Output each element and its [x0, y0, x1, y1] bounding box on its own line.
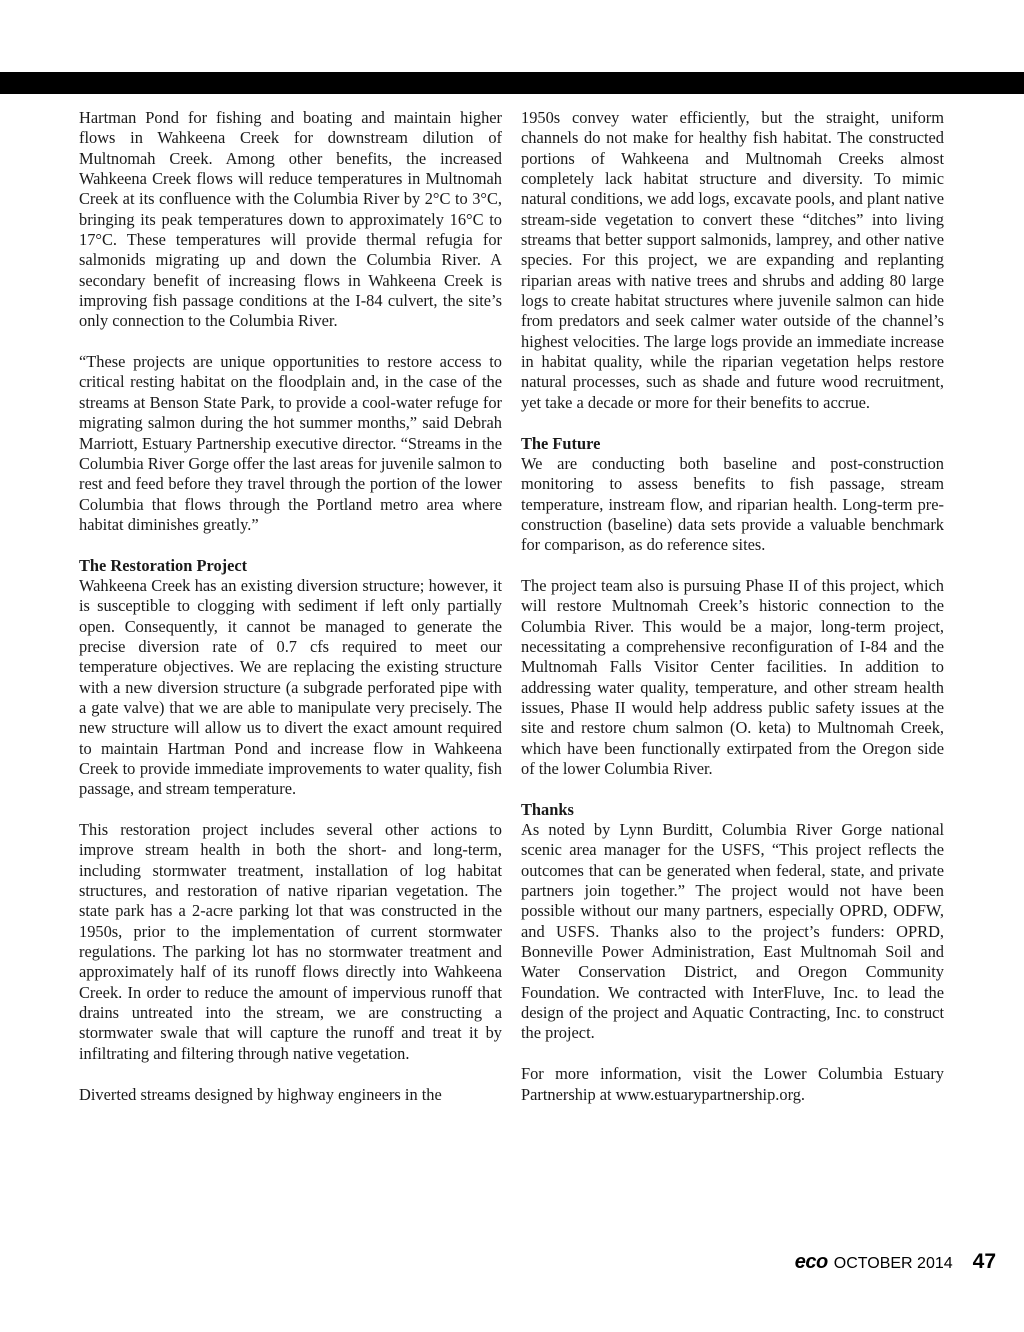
eco-logo: eco: [794, 1251, 828, 1273]
contact-paragraph: For more information, visit the Lower Columbia Estuary Partnership at www.estuarypartnership.org.: [521, 1064, 944, 1104]
body-paragraph: Wahkeena Creek has an existing diversion structure; however, it is susceptible to clogging with sediment if left only partially open. Consequently, it cannot be managed to generate the precise diversion rate of 0.7 cfs required to meet our temperature objectives. We are replacing the existing structure with a new diversion structure (a subgrade perforated pipe with a gate valve) that we are able to manipulate very precisely. The new structure will allow us to divert the exact amount required to maintain Hartman Pond and increase flow in Wahkeena Creek to provide immediate improvements to water quality, fish passage, and stream temperature.: [79, 575, 502, 799]
left-column: [79, 108, 502, 1125]
body-paragraph: As noted by Lynn Burditt, Columbia River Gorge national scenic area manager for the USFS, “This project reflects the outcomes that can be generated when federal, state, and private partners join together.” The project would not have been possible without our many partners, especially OPRD, ODFW, and USFS. Thanks also to the project’s funders: OPRD, Bonneville Power Administration, East Multnomah Soil and Water Conservation District, and Oregon Community Foundation. We contracted with InterFluve, Inc. to lead the design of the project and Aquatic Contracting, Inc. to construct the project.: [521, 820, 944, 1043]
issue-date: OCTOBER 2014: [833, 1255, 953, 1272]
body-paragraph: Diverted streams designed by highway engineers in the: [79, 1084, 442, 1104]
quote-paragraph: “These projects are unique opportunities to restore access to critical resting habitat on the floodplain and, in the case of the streams at Benson State Park, to provide a cool-water refuge for migrating salmon during the hot summer months,” said Debrah Marriott, Estuary Partnership executive director. “Streams in the Columbia River Gorge offer the last areas for juvenile salmon to rest and feed before they travel through the portion of the lower Columbia that flows through the Portland metro area where habitat diminishes greatly.”: [79, 352, 502, 534]
body-paragraph: The project team also is pursuing Phase II of this project, which will restore Multnomah Creek’s historic connection to the Columbia River. This would be a major, long-term project, necessitating a comprehensive reconfiguration of I-84 and the Multnomah Falls Visitor Center facilities. In addition to addressing water quality, temperature, and other stream health issues, Phase II would help address public safety issues at the site and restore chum salmon (O. keta) to Multnomah Creek, which have been functionally extirpated from the Oregon side of the lower Columbia River.: [521, 575, 944, 778]
page-footer: [795, 1250, 996, 1274]
page-number: 47: [972, 1250, 996, 1273]
body-paragraph: We are conducting both baseline and post-construction monitoring to assess benefits to fish passage, stream temperature, instream flow, and riparian health. Long-term pre-construction (baseline) data sets provide a valuable benchmark for comparison, as do reference sites.: [521, 453, 944, 555]
top-black-bar: [0, 72, 1024, 94]
section-heading-future: The Future: [521, 433, 601, 453]
right-column: [521, 108, 944, 1125]
section-heading-thanks: Thanks: [521, 799, 574, 819]
body-paragraph: 1950s convey water efficiently, but the straight, uniform channels do not make for healthy fish habitat. The constructed portions of Wahkeena and Multnomah Creeks almost completely lack habitat structure and diversity. To mimic natural conditions, we add logs, excavate pools, and plant native stream-side vegetation to convert these “ditches” into living streams that better support salmonids, lamprey, and other native species. For this project, we are expanding and replanting riparian areas with native trees and shrubs and adding 80 large logs to create habitat structures where juvenile salmon can hide from predators and seek calmer water outside of the channel’s highest velocities. The large logs provide an immediate increase in habitat quality, while the riparian vegetation helps restore natural processes, such as shade and future wood recruitment, yet take a decade or more for their benefits to accrue.: [521, 108, 944, 412]
section-heading-restoration: The Restoration Project: [79, 555, 248, 575]
body-paragraph: This restoration project includes several other actions to improve stream health in both the short- and long-term, including stormwater treatment, installation of log habitat structures, and restoration of native riparian vegetation. The state park has a 2-acre parking lot that was constructed in the 1950s, prior to the implementation of current stormwater regulations. The parking lot has no stormwater treatment and approximately half of its runoff flows directly into Wahkeena Creek. In order to reduce the amount of impervious runoff that drains untreated into the stream, we are constructing a stormwater swale that will capture the runoff and treat it by infiltrating and filtering through native vegetation.: [79, 820, 502, 1063]
body-paragraph: Hartman Pond for fishing and boating and maintain higher flows in Wahkeena Creek for downstream dilution of Multnomah Creek. Among other benefits, the increased Wahkeena Creek flows will reduce temperatures in Multnomah Creek at its confluence with the Columbia River by 2°C to 3°C, bringing its peak temperatures down to approximately 16°C to 17°C. These temperatures will provide thermal refugia for salmonids migrating up and down the Columbia River. A secondary benefit of increasing flows in Wahkeena Creek is improving fish passage conditions at the I-84 culvert, the site’s only connection to the Columbia River.: [79, 108, 502, 331]
